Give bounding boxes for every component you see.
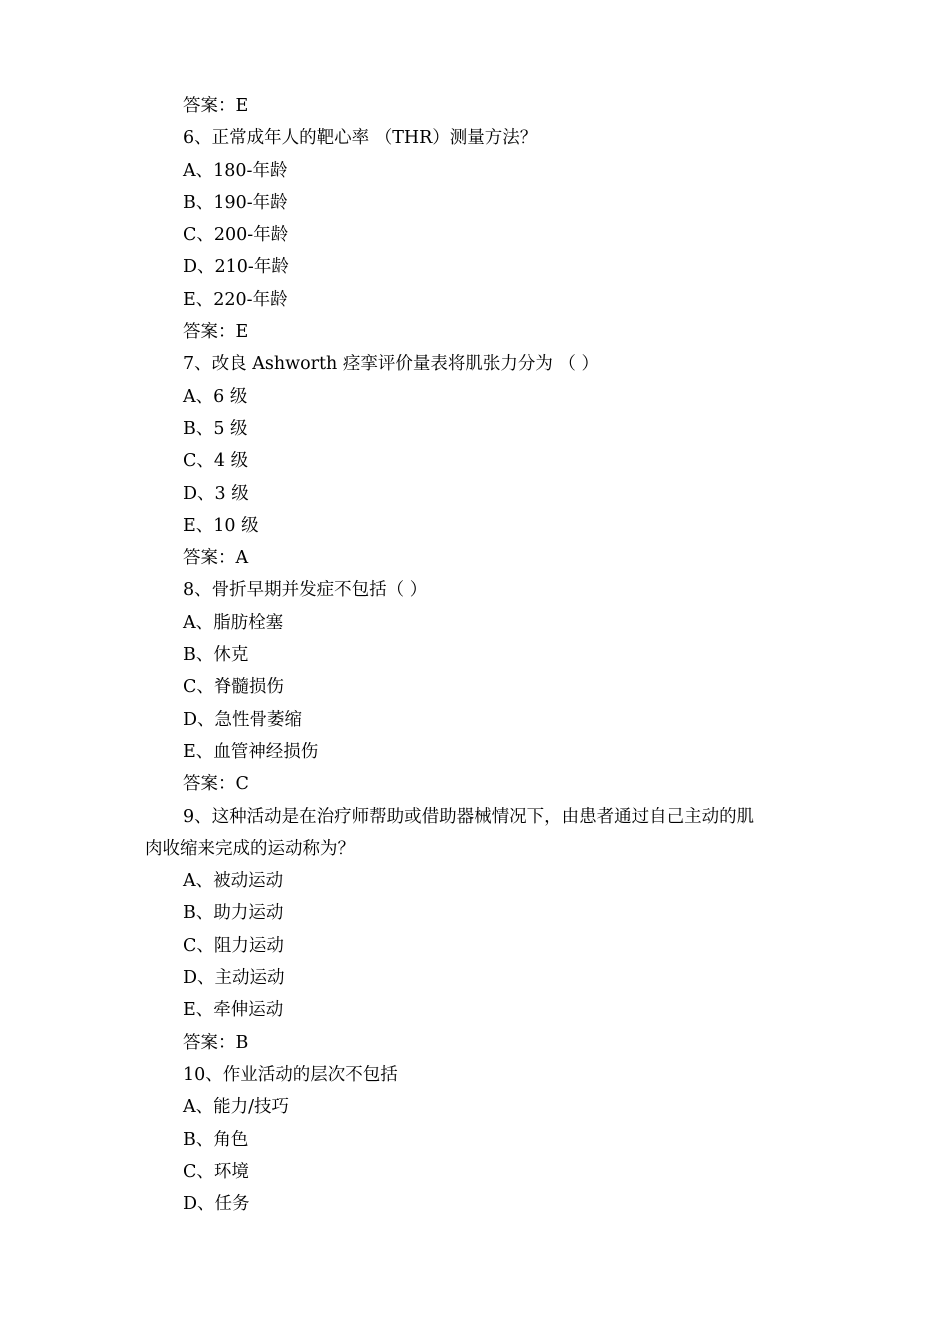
option-c: C、脊髓损伤: [183, 677, 284, 698]
question-10: 10、作业活动的层次不包括: [183, 1064, 398, 1085]
option-d: D、任务: [183, 1194, 250, 1215]
option-c: C、环境: [183, 1161, 249, 1182]
answer-line: 答案：E: [183, 96, 249, 116]
option-a: A、6 级: [183, 386, 248, 407]
option-a: A、180-年龄: [183, 160, 288, 181]
question-7: 7、改良 Ashworth 痉挛评价量表将肌张力分为 （ ）: [183, 354, 599, 375]
answer-line: 答案：A: [183, 548, 249, 569]
option-d: D、210-年龄: [183, 257, 289, 278]
option-b: B、190-年龄: [183, 192, 288, 213]
answer-line: 答案：B: [183, 1032, 249, 1053]
document-body: [0, 90, 950, 1220]
option-c: C、200-年龄: [183, 225, 289, 246]
option-a: A、被动运动: [183, 871, 284, 892]
question-9-continuation: 肉收缩来完成的运动称为？: [145, 838, 355, 859]
question-9: 9、这种活动是在治疗师帮助或借助器械情况下，由患者通过自己主动的肌: [183, 806, 755, 827]
answer-line: 答案：E: [183, 322, 249, 343]
option-b: B、5 级: [183, 418, 248, 439]
option-e: E、10 级: [183, 515, 259, 536]
option-b: B、助力运动: [183, 903, 284, 924]
option-b: B、休克: [183, 645, 249, 666]
option-d: D、3 级: [183, 483, 249, 504]
option-e: E、牵伸运动: [183, 1000, 284, 1021]
option-e: E、220-年龄: [183, 289, 288, 310]
option-a: A、脂肪栓塞: [183, 612, 284, 633]
answer-line: 答案：C: [183, 774, 249, 795]
question-6: 6、正常成年人的靶心率 （THR）测量方法？: [183, 128, 538, 149]
question-8: 8、骨折早期并发症不包括（ ）: [183, 580, 428, 601]
option-a: A、能力/技巧: [183, 1097, 290, 1118]
option-b: B、角色: [183, 1129, 249, 1150]
option-e: E、血管神经损伤: [183, 741, 319, 762]
option-c: C、4 级: [183, 451, 249, 472]
option-c: C、阻力运动: [183, 935, 284, 956]
option-d: D、急性骨萎缩: [183, 709, 303, 730]
option-d: D、主动运动: [183, 968, 285, 989]
